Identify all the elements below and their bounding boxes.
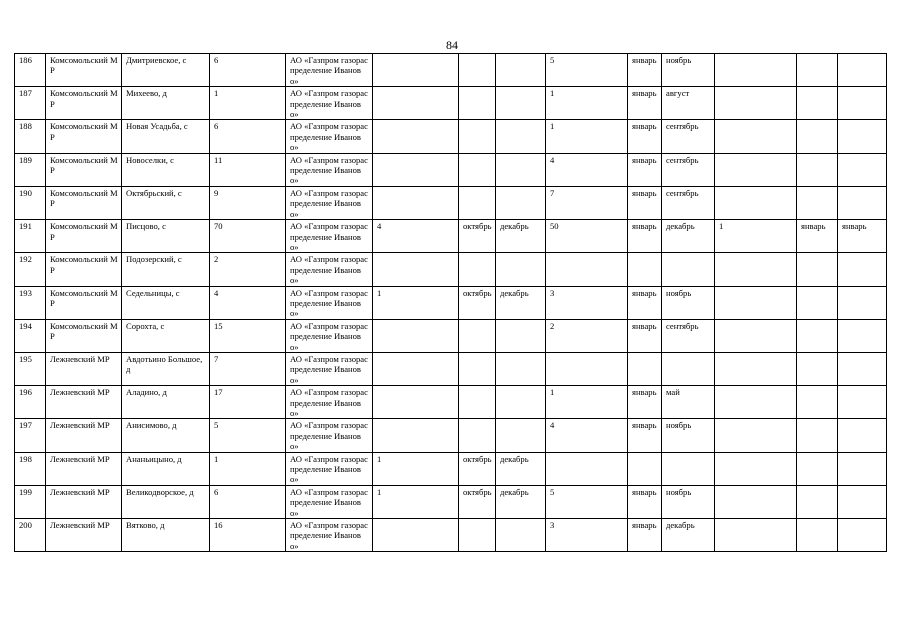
table-cell <box>797 419 838 452</box>
table-cell: АО «Газпром газораспределение Иваново» <box>286 186 373 219</box>
table-cell: Комсомольский МР <box>46 87 122 120</box>
table-cell: Анисимово, д <box>122 419 210 452</box>
table-cell <box>628 253 662 286</box>
table-cell: 6 <box>210 54 286 87</box>
table-cell: АО «Газпром газораспределение Иваново» <box>286 153 373 186</box>
table-cell <box>838 519 887 552</box>
table-cell <box>373 386 459 419</box>
table-row <box>15 319 887 352</box>
table-cell: 2 <box>210 253 286 286</box>
table-cell: 15 <box>210 319 286 352</box>
table-cell <box>496 186 546 219</box>
table-cell: 5 <box>210 419 286 452</box>
table-cell <box>715 319 797 352</box>
table-cell: январь <box>628 386 662 419</box>
table-cell <box>715 87 797 120</box>
table-cell: декабрь <box>662 220 715 253</box>
table-cell: 7 <box>546 186 628 219</box>
table-cell <box>838 452 887 485</box>
table-cell: Лежневский МР <box>46 519 122 552</box>
table-cell: Седельницы, с <box>122 286 210 319</box>
table-cell <box>797 319 838 352</box>
table-row <box>15 186 887 219</box>
table-cell: 9 <box>210 186 286 219</box>
table-cell: 190 <box>15 186 46 219</box>
table-cell <box>797 253 838 286</box>
table-cell <box>797 386 838 419</box>
data-table <box>14 53 887 552</box>
table-cell: 197 <box>15 419 46 452</box>
table-cell: АО «Газпром газораспределение Иваново» <box>286 386 373 419</box>
table-cell <box>546 352 628 385</box>
table-cell: 16 <box>210 519 286 552</box>
table-cell: 70 <box>210 220 286 253</box>
table-cell: 5 <box>546 54 628 87</box>
table-cell: январь <box>628 54 662 87</box>
table-cell <box>797 286 838 319</box>
table-cell: АО «Газпром газораспределение Иваново» <box>286 319 373 352</box>
table-cell: ноябрь <box>662 54 715 87</box>
table-cell <box>715 286 797 319</box>
table-cell: 187 <box>15 87 46 120</box>
table-cell: Лежневский МР <box>46 452 122 485</box>
table-cell: 188 <box>15 120 46 153</box>
table-row <box>15 519 887 552</box>
table-cell <box>373 319 459 352</box>
table-cell: 195 <box>15 352 46 385</box>
table-cell: сентябрь <box>662 186 715 219</box>
table-cell: Лежневский МР <box>46 352 122 385</box>
table-cell: январь <box>628 319 662 352</box>
table-cell: январь <box>628 153 662 186</box>
table-cell <box>715 419 797 452</box>
table-cell <box>459 319 496 352</box>
table-cell: Лежневский МР <box>46 419 122 452</box>
table-cell: АО «Газпром газораспределение Иваново» <box>286 120 373 153</box>
table-cell <box>715 386 797 419</box>
table-cell: октябрь <box>459 220 496 253</box>
table-cell: АО «Газпром газораспределение Иваново» <box>286 419 373 452</box>
table-cell <box>838 120 887 153</box>
table-cell: Авдотьино Большое, д <box>122 352 210 385</box>
table-cell: Дмитриевское, с <box>122 54 210 87</box>
table-cell <box>459 253 496 286</box>
table-cell <box>459 153 496 186</box>
table-cell <box>459 120 496 153</box>
table-cell <box>838 153 887 186</box>
page-number: 84 <box>446 38 458 52</box>
table-cell <box>715 253 797 286</box>
table-cell <box>838 87 887 120</box>
table-cell <box>546 253 628 286</box>
table-cell: Новоселки, с <box>122 153 210 186</box>
table-cell: Вятково, д <box>122 519 210 552</box>
table-row <box>15 120 887 153</box>
table-cell <box>662 253 715 286</box>
table-cell: АО «Газпром газораспределение Иваново» <box>286 253 373 286</box>
table-row <box>15 54 887 87</box>
table-cell: Ананьицыно, д <box>122 452 210 485</box>
table-cell: АО «Газпром газораспределение Иваново» <box>286 286 373 319</box>
table-body <box>15 54 887 552</box>
table-cell: ноябрь <box>662 419 715 452</box>
table-cell: Великодворское, д <box>122 485 210 518</box>
table-cell: Комсомольский МР <box>46 120 122 153</box>
table-cell: 191 <box>15 220 46 253</box>
table-cell: октябрь <box>459 286 496 319</box>
table-row <box>15 286 887 319</box>
table-cell <box>715 54 797 87</box>
table-cell: 189 <box>15 153 46 186</box>
table-cell <box>496 519 546 552</box>
table-cell: 1 <box>210 87 286 120</box>
table-cell <box>496 419 546 452</box>
table-cell: АО «Газпром газораспределение Иваново» <box>286 519 373 552</box>
table-cell <box>496 87 546 120</box>
table-cell: 4 <box>546 153 628 186</box>
table-cell: АО «Газпром газораспределение Иваново» <box>286 452 373 485</box>
table-cell <box>797 519 838 552</box>
table-cell: Комсомольский МР <box>46 253 122 286</box>
table-cell: 7 <box>210 352 286 385</box>
table-cell <box>715 352 797 385</box>
table-cell <box>373 519 459 552</box>
table-cell <box>715 186 797 219</box>
table-cell: 199 <box>15 485 46 518</box>
table-cell: январь <box>628 87 662 120</box>
table-cell: АО «Газпром газораспределение Иваново» <box>286 87 373 120</box>
table-cell <box>373 54 459 87</box>
table-cell: январь <box>628 419 662 452</box>
table-row <box>15 220 887 253</box>
table-cell <box>715 485 797 518</box>
table-cell: АО «Газпром газораспределение Иваново» <box>286 485 373 518</box>
table-cell <box>459 87 496 120</box>
table-cell: ноябрь <box>662 485 715 518</box>
table-cell: январь <box>628 286 662 319</box>
table-cell: АО «Газпром газораспределение Иваново» <box>286 352 373 385</box>
table-cell: Сорохта, с <box>122 319 210 352</box>
table-cell: 1 <box>715 220 797 253</box>
table-cell: 2 <box>546 319 628 352</box>
table-cell <box>797 87 838 120</box>
table-cell: 4 <box>373 220 459 253</box>
table-cell: декабрь <box>496 485 546 518</box>
table-cell: январь <box>838 220 887 253</box>
table-cell <box>715 452 797 485</box>
table-cell <box>459 419 496 452</box>
table-row <box>15 87 887 120</box>
table-cell <box>459 352 496 385</box>
table-cell <box>373 253 459 286</box>
table-cell <box>628 352 662 385</box>
table-cell: январь <box>797 220 838 253</box>
table-cell: январь <box>628 519 662 552</box>
table-cell: Комсомольский МР <box>46 54 122 87</box>
table-cell <box>838 54 887 87</box>
table-cell: сентябрь <box>662 120 715 153</box>
table-cell: Комсомольский МР <box>46 153 122 186</box>
table-cell: 1 <box>546 87 628 120</box>
table-row <box>15 485 887 518</box>
table-cell <box>496 253 546 286</box>
table-cell <box>459 54 496 87</box>
table-cell: 6 <box>210 120 286 153</box>
table-cell: Новая Усадьба, с <box>122 120 210 153</box>
table-cell: декабрь <box>496 286 546 319</box>
table-row <box>15 153 887 186</box>
table-cell <box>797 54 838 87</box>
table-cell: январь <box>628 120 662 153</box>
table-cell <box>459 186 496 219</box>
table-cell <box>838 352 887 385</box>
table-cell: 17 <box>210 386 286 419</box>
table-cell <box>715 120 797 153</box>
table-cell <box>496 153 546 186</box>
table-cell: 1 <box>373 286 459 319</box>
table-cell <box>797 452 838 485</box>
table-cell: АО «Газпром газораспределение Иваново» <box>286 54 373 87</box>
table-cell: декабрь <box>662 519 715 552</box>
table-cell: 198 <box>15 452 46 485</box>
table-cell: январь <box>628 220 662 253</box>
table-cell: 4 <box>210 286 286 319</box>
table-cell: 1 <box>373 452 459 485</box>
table-cell <box>797 120 838 153</box>
table-cell: Лежневский МР <box>46 386 122 419</box>
table-cell: Октябрьский, с <box>122 186 210 219</box>
table-cell: АО «Газпром газораспределение Иваново» <box>286 220 373 253</box>
table-cell: 4 <box>546 419 628 452</box>
table-cell: 50 <box>546 220 628 253</box>
table-cell <box>373 153 459 186</box>
table-cell <box>797 186 838 219</box>
table-cell: 1 <box>546 120 628 153</box>
table-cell: 6 <box>210 485 286 518</box>
table-cell <box>628 452 662 485</box>
table-cell <box>838 419 887 452</box>
table-cell <box>373 87 459 120</box>
table-cell <box>797 153 838 186</box>
table-cell <box>496 54 546 87</box>
table-cell <box>373 352 459 385</box>
table-cell: август <box>662 87 715 120</box>
table-cell: Комсомольский МР <box>46 286 122 319</box>
table-cell: 1 <box>210 452 286 485</box>
table-cell: 196 <box>15 386 46 419</box>
table-cell <box>496 386 546 419</box>
table-cell <box>459 386 496 419</box>
table-cell <box>496 120 546 153</box>
table-cell <box>838 286 887 319</box>
table-cell <box>662 352 715 385</box>
table-cell <box>459 519 496 552</box>
table-cell <box>496 352 546 385</box>
table-cell: ноябрь <box>662 286 715 319</box>
table-cell: январь <box>628 186 662 219</box>
table-cell <box>797 352 838 385</box>
table-cell: Аладино, д <box>122 386 210 419</box>
table-cell: Писцово, с <box>122 220 210 253</box>
table-cell <box>546 452 628 485</box>
table-cell: 3 <box>546 519 628 552</box>
table-cell: Лежневский МР <box>46 485 122 518</box>
table-cell: Подозерский, с <box>122 253 210 286</box>
table-cell: Комсомольский МР <box>46 319 122 352</box>
table-cell <box>838 485 887 518</box>
table-cell: Комсомольский МР <box>46 220 122 253</box>
table-cell: Михеево, д <box>122 87 210 120</box>
table-cell <box>373 120 459 153</box>
table-cell: 3 <box>546 286 628 319</box>
table-row <box>15 352 887 385</box>
table-cell <box>838 253 887 286</box>
table-cell: 1 <box>546 386 628 419</box>
table-cell <box>838 386 887 419</box>
table-cell: 11 <box>210 153 286 186</box>
table-cell: декабрь <box>496 220 546 253</box>
table-cell <box>838 186 887 219</box>
table-cell: октябрь <box>459 452 496 485</box>
table-cell <box>373 186 459 219</box>
table-cell: 1 <box>373 485 459 518</box>
table-cell: октябрь <box>459 485 496 518</box>
table-cell: 193 <box>15 286 46 319</box>
table-cell: январь <box>628 485 662 518</box>
table-row <box>15 253 887 286</box>
table-cell <box>797 485 838 518</box>
table-cell: декабрь <box>496 452 546 485</box>
table-cell <box>838 319 887 352</box>
table-cell: сентябрь <box>662 319 715 352</box>
table-cell <box>715 519 797 552</box>
table-cell <box>373 419 459 452</box>
table-cell: сентябрь <box>662 153 715 186</box>
table-cell: 192 <box>15 253 46 286</box>
table-row <box>15 419 887 452</box>
table-cell <box>496 319 546 352</box>
table-cell: Комсомольский МР <box>46 186 122 219</box>
table-cell: 200 <box>15 519 46 552</box>
table-row <box>15 386 887 419</box>
table-cell <box>715 153 797 186</box>
table-row <box>15 452 887 485</box>
table-cell: 194 <box>15 319 46 352</box>
table-cell: май <box>662 386 715 419</box>
table-cell: 5 <box>546 485 628 518</box>
table-cell <box>662 452 715 485</box>
table-cell: 186 <box>15 54 46 87</box>
